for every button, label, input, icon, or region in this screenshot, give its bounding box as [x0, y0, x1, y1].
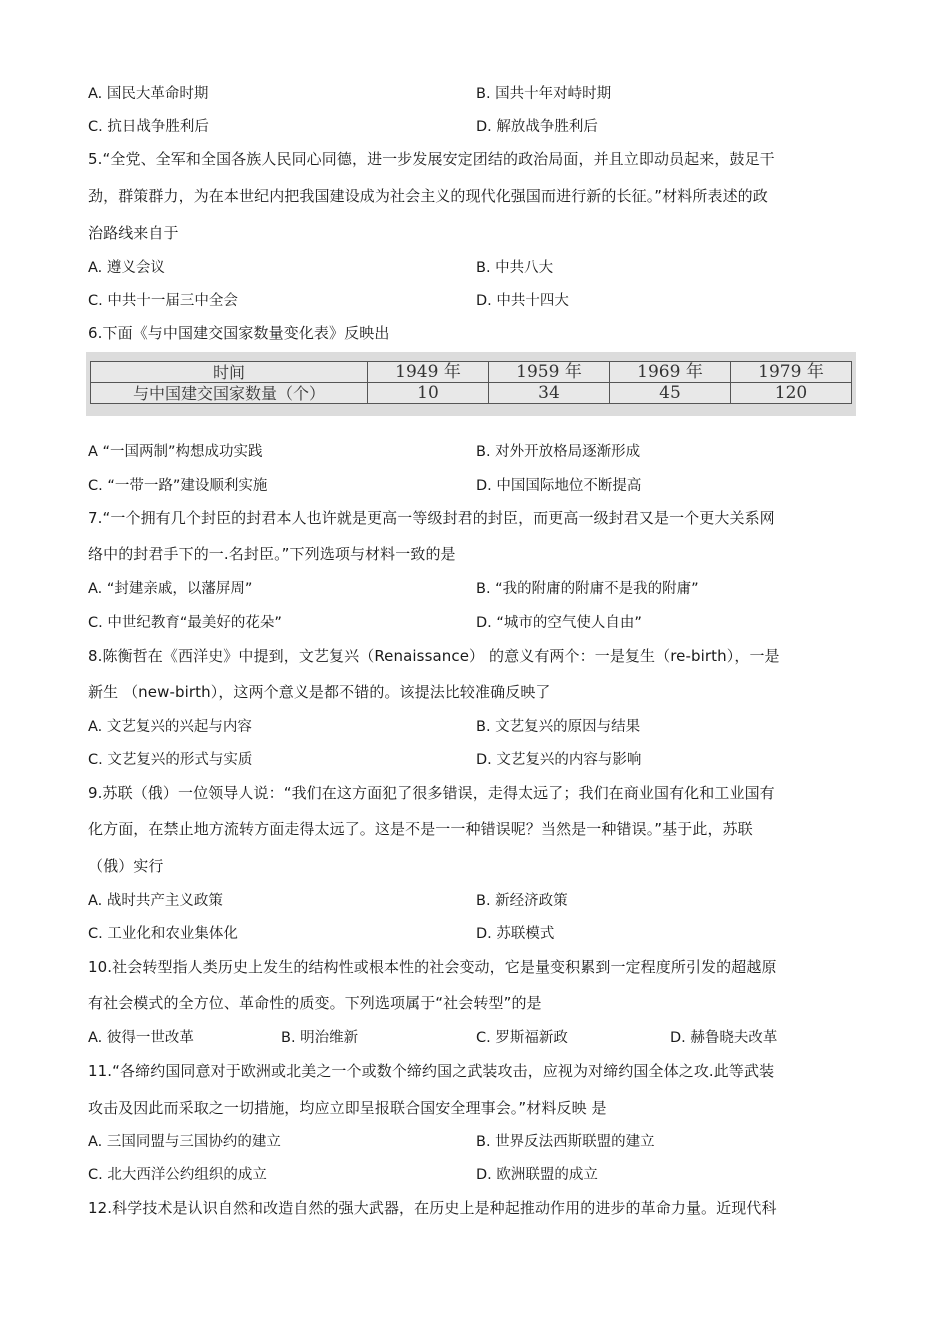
q7-stem-line-2: 络中的封君手下的一.名封臣。”下列选项与材料一致的是: [88, 545, 456, 563]
table-count-cell: 10: [368, 383, 489, 404]
q10-stem-line-1: 10.社会转型指人类历史上发生的结构性或根本性的社会变动，它是量变积累到一定程度所引发的超越原: [88, 958, 777, 976]
q5-option-d: D. 中共十四大: [476, 293, 569, 309]
q6-option-b: B. 对外开放格局逐渐形成: [476, 444, 641, 460]
q10-option-b: B. 明治维新: [281, 1030, 359, 1046]
q7-stem-line-1: 7.“一个拥有几个封臣的封君本人也许就是更高一等级封君的封臣，而更高一级封君又是一个更大关系网: [88, 509, 775, 527]
q4-option-d: D. 解放战争胜利后: [476, 119, 598, 135]
table-count-cell: 45: [610, 383, 731, 404]
q6-option-d: D. 中国国际地位不断提高: [476, 478, 642, 494]
q8-stem-line-1: 8.陈衡哲在《西洋史》中提到，文艺复兴（Renaissance） 的意义有两个：一是复生（re-birth），一是: [88, 647, 780, 665]
q6-option-c: C. “一带一路”建设顺利实施: [88, 478, 268, 494]
table-header-count: 与中国建交国家数量（个）: [91, 383, 368, 404]
q6-option-a: A “一国两制”构想成功实践: [88, 444, 263, 460]
q5-stem-line-3: 治路线来自于: [88, 224, 179, 242]
q11-stem-line-1: 11.“各缔约国同意对于欧洲或北美之一个或数个缔约国之武装攻击，应视为对缔约国全体之攻.此等武装: [88, 1062, 775, 1080]
diplomatic-relations-table-image: [86, 352, 856, 416]
q8-option-a: A. 文艺复兴的兴起与内容: [88, 719, 252, 735]
q11-option-b: B. 世界反法西斯联盟的建立: [476, 1134, 655, 1150]
q5-stem-line-1: 5.“全党、全军和全国各族人民同心同德，进一步发展安定团结的政治局面，并且立即动员起来，鼓足干: [88, 150, 775, 168]
q7-option-a: A. “封建亲戚，以藩屏周”: [88, 581, 253, 597]
q10-option-c: C. 罗斯福新政: [476, 1030, 568, 1046]
diplomatic-relations-table: [90, 361, 852, 404]
q9-option-c: C. 工业化和农业集体化: [88, 926, 238, 942]
q11-stem-line-2: 攻击及因此而采取之一切措施，均应立即呈报联合国安全理事会。”材料反映 是: [88, 1099, 607, 1117]
q4-option-a: A. 国民大革命时期: [88, 86, 209, 102]
q7-option-c: C. 中世纪教育“最美好的花朵”: [88, 615, 282, 631]
q5-option-a: A. 遵义会议: [88, 260, 165, 276]
q9-stem-line-1: 9.苏联（俄）一位领导人说：“我们在这方面犯了很多错误，走得太远了；我们在商业国有化和工业国有: [88, 784, 775, 802]
q8-option-d: D. 文艺复兴的内容与影响: [476, 752, 642, 768]
q8-option-b: B. 文艺复兴的原因与结果: [476, 719, 641, 735]
q6-stem: 6.下面《与中国建交国家数量变化表》反映出: [88, 324, 390, 342]
q9-option-d: D. 苏联模式: [476, 926, 555, 942]
q11-option-a: A. 三国同盟与三国协约的建立: [88, 1134, 281, 1150]
q9-option-a: A. 战时共产主义政策: [88, 893, 223, 909]
table-row: [91, 383, 852, 404]
table-year-cell: 1969 年: [610, 362, 731, 383]
table-year-cell: 1959 年: [489, 362, 610, 383]
table-year-cell: 1979 年: [731, 362, 852, 383]
q11-option-c: C. 北大西洋公约组织的成立: [88, 1167, 267, 1183]
q7-option-d: D. “城市的空气使人自由”: [476, 615, 642, 631]
q10-option-a: A. 彼得一世改革: [88, 1030, 194, 1046]
q9-stem-line-2: 化方面，在禁止地方流转方面走得太远了。这是不是一一种错误呢？当然是一种错误。”基于此，苏联: [88, 820, 753, 838]
q9-stem-line-3: （俄）实行: [88, 857, 164, 875]
q8-stem-line-2: 新生 （new-birth），这两个意义是都不错的。该提法比较准确反映了: [88, 683, 551, 701]
table-year-cell: 1949 年: [368, 362, 489, 383]
q11-option-d: D. 欧洲联盟的成立: [476, 1167, 598, 1183]
q10-option-d: D. 赫鲁晓夫改革: [670, 1030, 778, 1046]
q5-option-b: B. 中共八大: [476, 260, 554, 276]
q9-option-b: B. 新经济政策: [476, 893, 568, 909]
q5-stem-line-2: 劲，群策群力，为在本世纪内把我国建设成为社会主义的现代化强国而进行新的长征。”材料所表述的政: [88, 187, 768, 205]
q12-stem-line-1: 12.科学技术是认识自然和改造自然的强大武器，在历史上是种起推动作用的进步的革命力量。近现代科: [88, 1199, 777, 1217]
q5-option-c: C. 中共十一届三中全会: [88, 293, 238, 309]
q10-stem-line-2: 有社会模式的全方位、革命性的质变。下列选项属于“社会转型”的是: [88, 994, 542, 1012]
table-count-cell: 34: [489, 383, 610, 404]
q7-option-b: B. “我的附庸的附庸不是我的附庸”: [476, 581, 699, 597]
q4-option-c: C. 抗日战争胜利后: [88, 119, 209, 135]
table-header-time: 时间: [91, 362, 368, 383]
q8-option-c: C. 文艺复兴的形式与实质: [88, 752, 253, 768]
table-count-cell: 120: [731, 383, 852, 404]
table-row: [91, 362, 852, 383]
q4-option-b: B. 国共十年对峙时期: [476, 86, 612, 102]
